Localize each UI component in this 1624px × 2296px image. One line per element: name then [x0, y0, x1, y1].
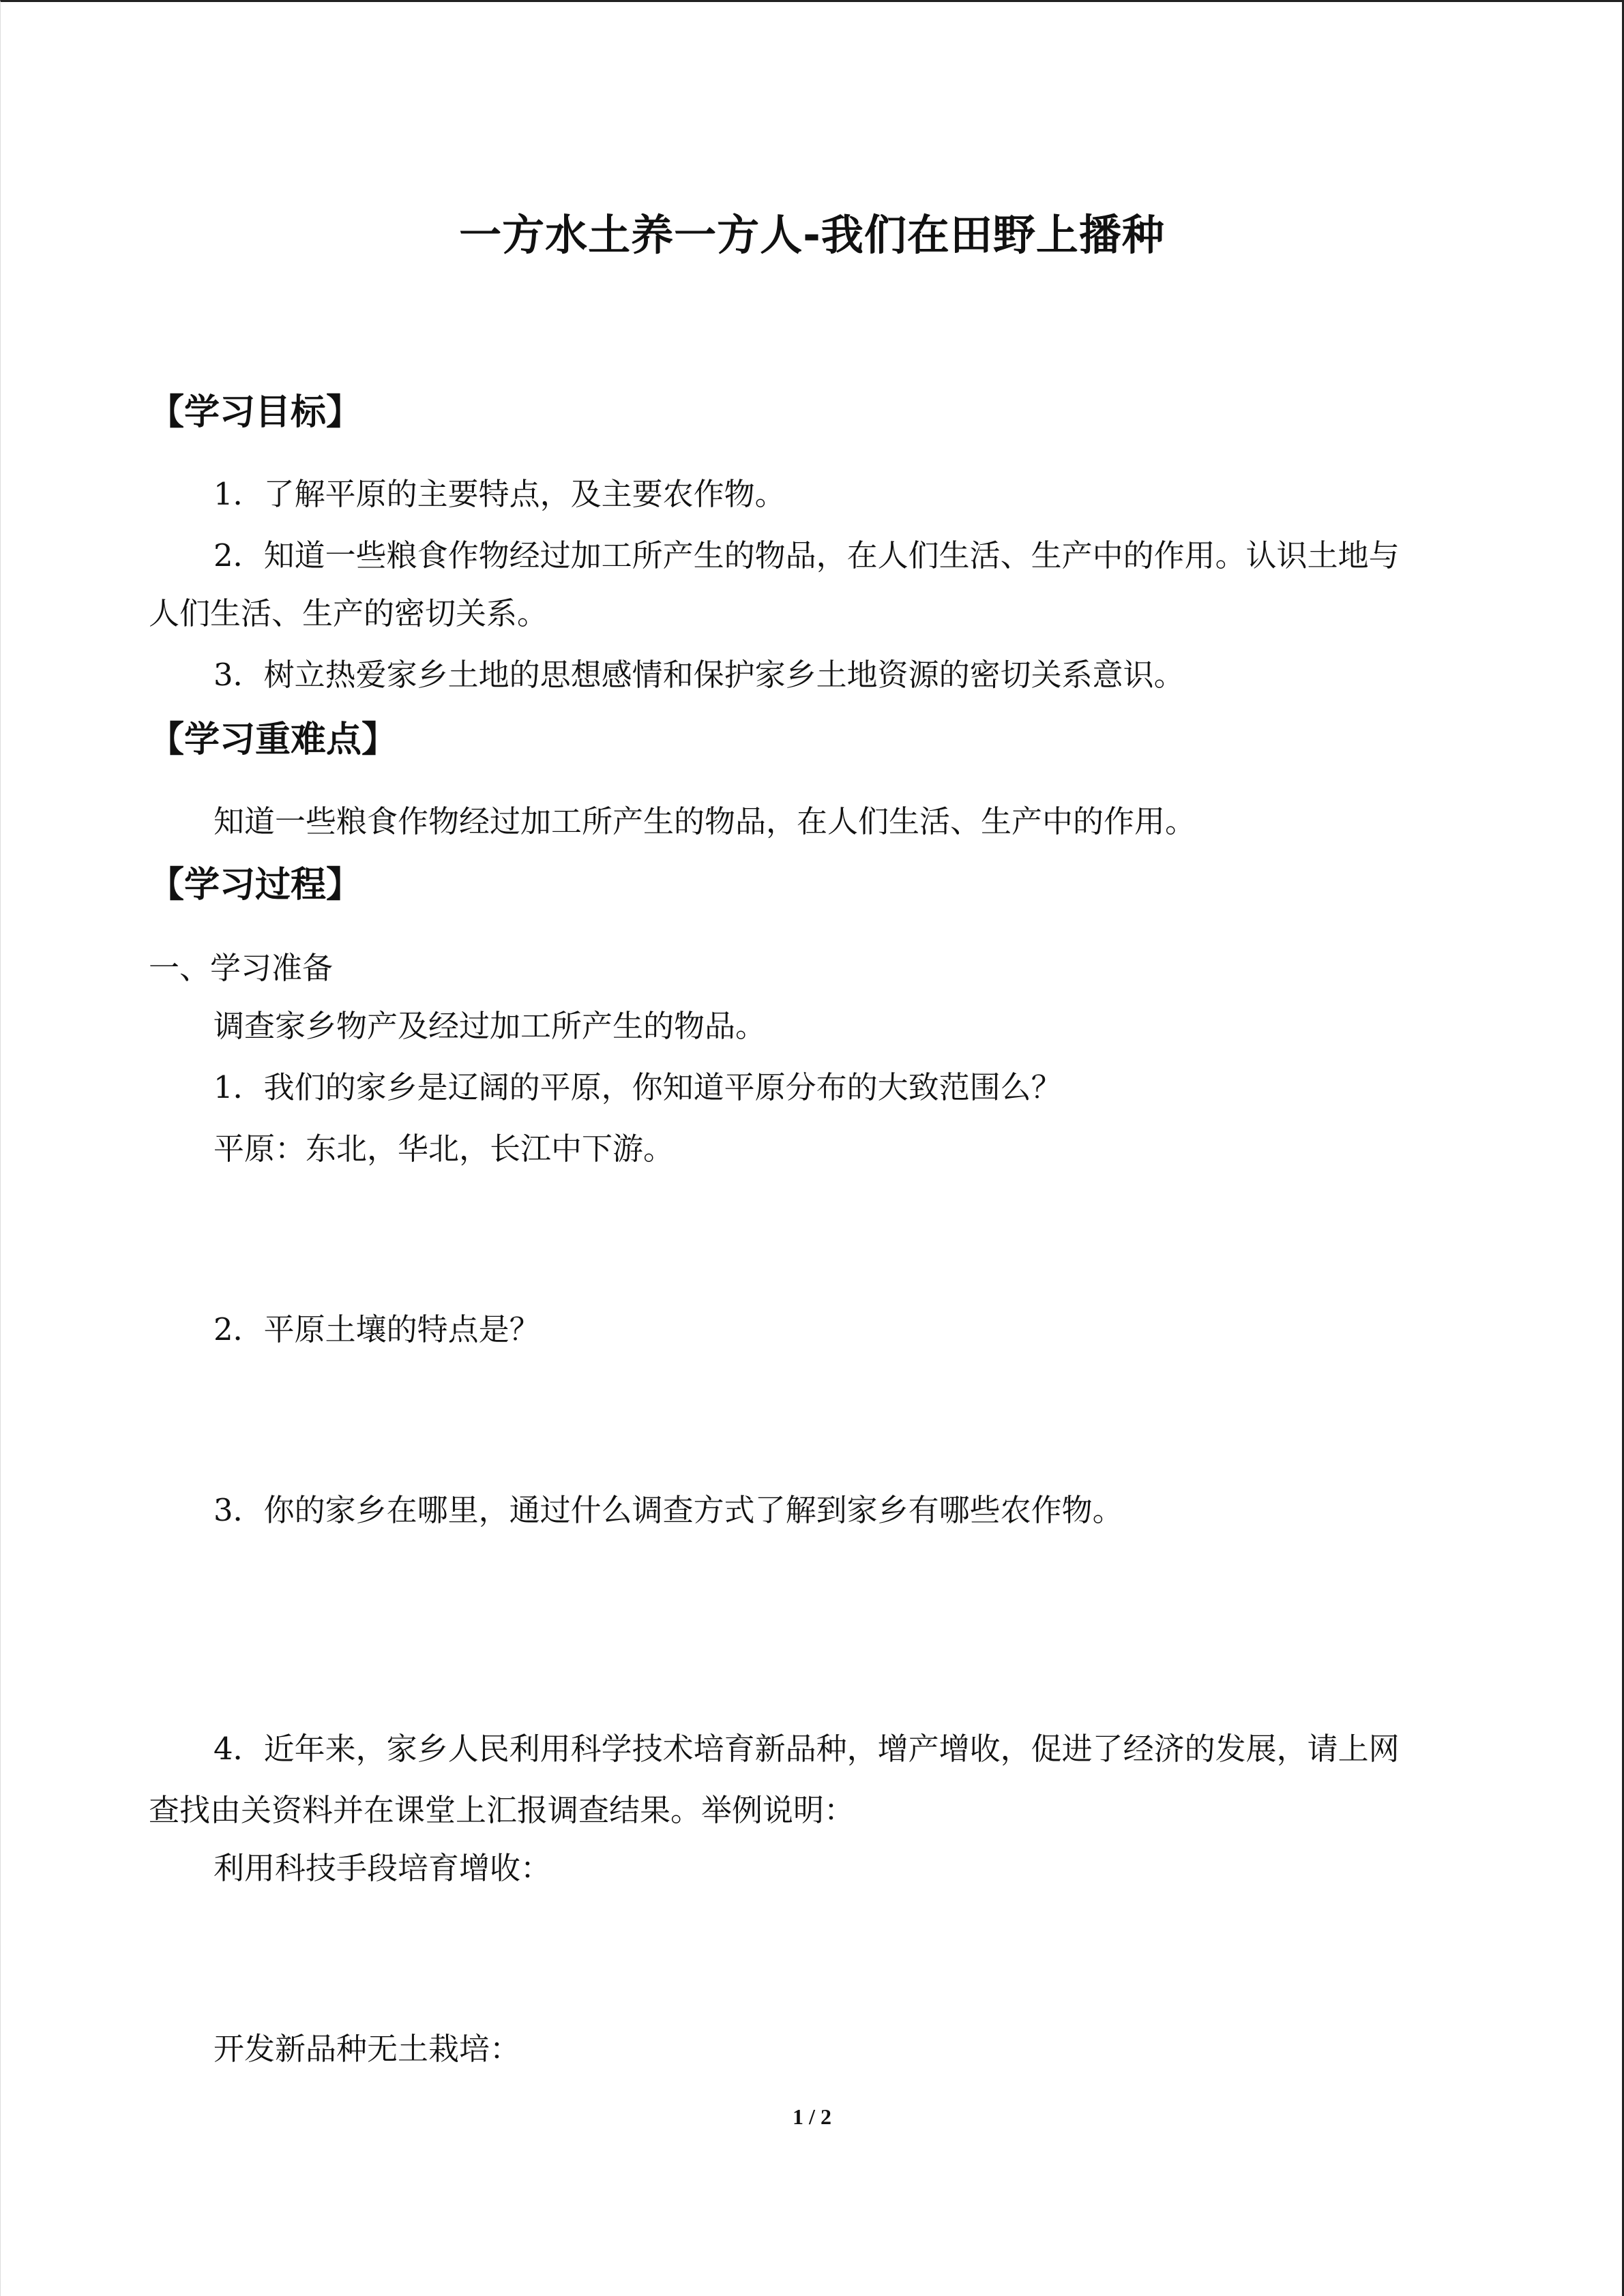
goal-item-2: 2．知道一些粮食作物经过加工所产生的物品，在人们生活、生产中的作用。认识土地与: [213, 537, 1400, 573]
question-2: 2．平原土壤的特点是？: [213, 1311, 540, 1347]
process-intro: 调查家乡物产及经过加工所产生的物品。: [213, 1008, 767, 1044]
key-points-text: 知道一些粮食作物经过加工所产生的物品，在人们生活、生产中的作用。: [213, 803, 1196, 839]
page-title: 一方水土养一方人-我们在田野上播种: [459, 210, 1165, 260]
question-4-line-1: 4．近年来，家乡人民利用科学技术培育新品种，增产增收，促进了经济的发展，请上网: [213, 1731, 1400, 1767]
question-3: 3．你的家乡在哪里，通过什么调查方式了解到家乡有哪些农作物。: [213, 1492, 1123, 1528]
process-subheading: 一、学习准备: [149, 950, 334, 986]
question-1-answer: 平原：东北，华北，长江中下游。: [213, 1131, 675, 1167]
goal-item-3: 3．树立热爱家乡土地的思想感情和保护家乡土地资源的密切关系意识。: [213, 657, 1185, 693]
question-4-line-2: 查找由关资料并在课堂上汇报调查结果。举例说明：: [149, 1792, 855, 1828]
question-4-item-a: 利用科技手段培育增收：: [213, 1850, 552, 1886]
key-points-heading: 【学习重难点】: [149, 719, 398, 760]
page-number: 1 / 2: [793, 2104, 831, 2129]
goal-item-1: 1．了解平原的主要特点，及主要农作物。: [213, 476, 786, 512]
process-heading: 【学习过程】: [149, 865, 362, 906]
goal-item-2-cont: 人们生活、生产的密切关系。: [149, 595, 548, 631]
question-1: 1．我们的家乡是辽阔的平原，你知道平原分布的大致范围么？: [213, 1069, 1062, 1105]
question-4-item-b: 开发新品种无土栽培：: [213, 2031, 521, 2067]
goals-heading: 【学习目标】: [149, 392, 362, 433]
